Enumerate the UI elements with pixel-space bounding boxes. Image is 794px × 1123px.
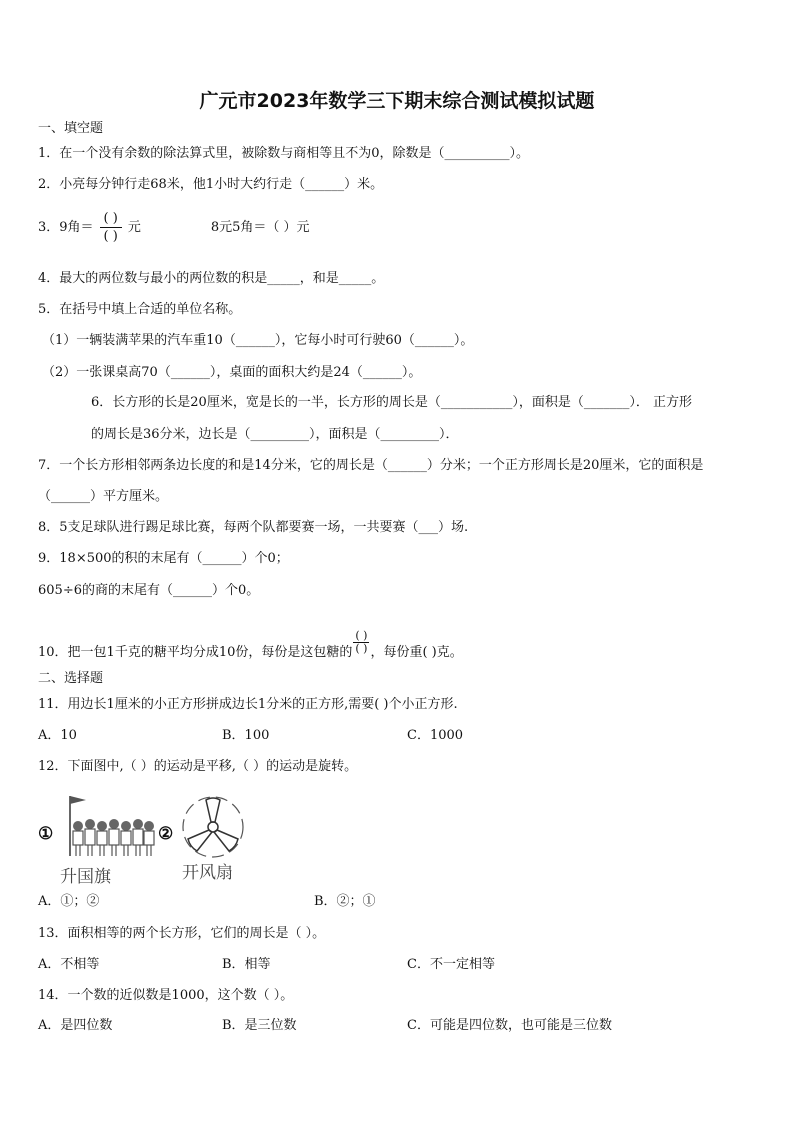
question-10-prefix: 10．把一包1千克的糖平均分成10份，每份是这包糖的 [38,645,353,660]
figure-mark-1: ① [38,824,54,844]
section-heading-choice: 二、选择题 [38,671,104,686]
figure-label-1: 升国旗 [60,867,111,887]
figure-mark-2: ② [158,824,174,844]
question-3-unit: 元 [127,220,141,235]
question-5: 5．在括号中填上合适的单位名称。 [38,302,242,317]
question-13-option-c: C．不一定相等 [407,957,495,972]
fraction-blank: $\frac{( )}{( )}$ [100,210,122,245]
question-14-option-a: A．是四位数 [38,1018,113,1033]
flag-raising-icon [58,790,158,860]
question-2: 2．小亮每分钟行走68米，他1小时大约行走（______）米。 [38,177,384,192]
page-title: 广元市2023年数学三下期末综合测试模拟试题 [199,90,595,112]
question-7-line1: 7．一个长方形相邻两条边长度的和是14分米，它的周长是（______）分米；一个正方形周长是20厘米，它的面积是 [38,458,704,473]
question-3 [38,210,310,245]
question-11-option-c: C．1000 [407,728,464,743]
question-7-line2: （______）平方厘米。 [38,489,169,504]
question-10 [38,629,463,665]
question-6-line1: 6．长方形的长是20厘米，宽是长的一半，长方形的周长是（___________），面积是（_______）． 正方形 [91,395,692,410]
question-5-2: （2）一张课桌高70（______），桌面的面积大约是24（______）。 [42,365,422,380]
question-8: 8．5支足球队进行踢足球比赛，每两个队都要赛一场，一共要赛（___）场. [38,520,469,535]
question-14-option-b: B．是三位数 [222,1018,297,1033]
figure-label-2: 开风扇 [182,863,233,883]
question-9-line2: 605÷6的商的末尾有（______）个0。 [38,583,260,598]
fan-icon [178,792,248,862]
fraction-blank: $\frac{( )}{( )}$ [355,629,368,655]
question-3-prefix: 3．9角＝ [38,220,94,235]
question-1: 1．在一个没有余数的除法算式里，被除数与商相等且不为0，除数是（__________）。 [38,146,530,161]
question-12-option-b: B．②；① [314,894,376,909]
question-13: 13．面积相等的两个长方形，它们的周长是（ ）。 [38,926,326,941]
question-5-1: （1）一辆装满苹果的汽车重10（______），它每小时可行驶60（______）。 [42,333,474,348]
question-12-figure [38,790,268,885]
question-12: 12．下面图中,（ ）的运动是平移,（ ）的运动是旋转。 [38,759,358,774]
question-10-suffix: ，每份重( )克。 [370,645,463,660]
question-14-option-c: C．可能是四位数，也可能是三位数 [407,1018,612,1033]
question-13-option-b: B．相等 [222,957,271,972]
question-6-line2: 的周长是36分米，边长是（_________），面积是（_________）． [91,427,459,442]
section-heading-fill: 一、填空题 [38,121,104,136]
question-11-option-b: B．100 [222,728,270,743]
question-13-option-a: A．不相等 [38,957,100,972]
question-11-option-a: A．10 [38,728,77,743]
question-9-line1: 9．18×500的积的末尾有（______）个0； [38,551,289,566]
question-3-part2: 8元5角＝（ ）元 [210,220,310,235]
question-4: 4．最大的两位数与最小的两位数的积是_____，和是_____。 [38,271,385,286]
question-11: 11．用边长1厘米的小正方形拼成边长1分米的正方形,需要( )个小正方形. [38,697,458,712]
question-14: 14．一个数的近似数是1000，这个数（ ）。 [38,988,294,1003]
question-12-option-a: A．①；② [38,894,100,909]
